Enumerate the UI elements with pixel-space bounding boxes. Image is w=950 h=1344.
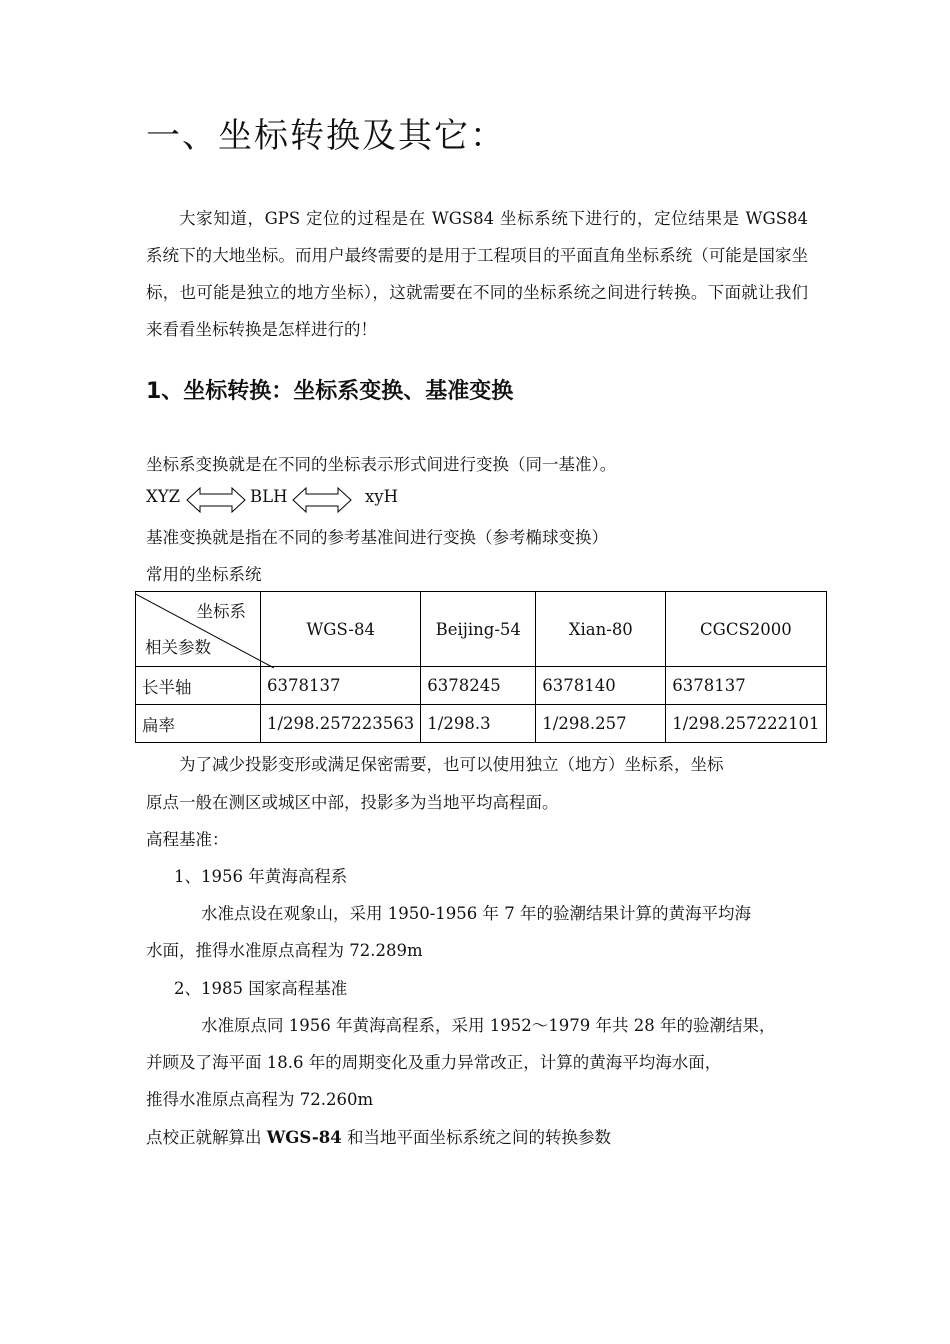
table-corner-cell xyxy=(136,592,261,667)
datum-transform-definition: 基准变换就是指在不同的参考基准间进行变换（参考椭球变换） xyxy=(146,528,608,547)
table-cell: 6378137 xyxy=(261,667,421,705)
table-header-row xyxy=(136,592,827,667)
form-xyz: XYZ xyxy=(146,487,181,506)
row-label: 长半轴 xyxy=(136,667,261,705)
coordinate-systems-table xyxy=(135,591,827,743)
section-heading: 1、坐标转换：坐标系变换、基准变换 xyxy=(146,379,514,404)
table-row xyxy=(136,705,827,743)
datum1-line-2: 水面，推得水准原点高程为 72.289m xyxy=(146,941,423,960)
table-cell: 1/298.257223563 xyxy=(261,705,421,743)
table-cell: 1/298.257 xyxy=(536,705,666,743)
table-cell: 6378245 xyxy=(421,667,536,705)
double-arrow-icon xyxy=(292,486,352,514)
form-blh: BLH xyxy=(250,487,288,506)
corner-top-label: 坐标系 xyxy=(196,602,246,621)
row-label: 扁率 xyxy=(136,705,261,743)
double-arrow-icon xyxy=(186,486,246,514)
corner-bottom-label: 相关参数 xyxy=(145,638,211,657)
coord-transform-definition: 坐标系变换就是在不同的坐标表示形式间进行变换（同一基准）。 xyxy=(146,455,617,474)
common-systems-label: 常用的坐标系统 xyxy=(146,565,262,584)
table-cell: 1/298.3 xyxy=(421,705,536,743)
datum2-line-1: 水准原点同 1956 年黄海高程系，采用 1952～1979 年共 28 年的验潮结果， xyxy=(201,1016,776,1035)
table-header: Xian-80 xyxy=(536,592,666,667)
table-cell: 1/298.257222101 xyxy=(666,705,826,743)
table-row xyxy=(136,667,827,705)
datum1-line-1: 水准点设在观象山，采用 1950-1956 年 7 年的验潮结果计算的黄海平均海 xyxy=(201,904,752,923)
page-title: 一、坐标转换及其它： xyxy=(146,116,506,156)
final-line-suffix: 和当地平面坐标系统之间的转换参数 xyxy=(341,1128,611,1147)
table-header: CGCS2000 xyxy=(666,592,826,667)
final-line-prefix: 点校正就解算出 xyxy=(146,1128,267,1147)
datum2-line-3: 推得水准原点高程为 72.260m xyxy=(146,1090,374,1109)
table-cell: 6378140 xyxy=(536,667,666,705)
datum2-title: 2、1985 国家高程基准 xyxy=(174,979,348,998)
table-cell: 6378137 xyxy=(666,667,826,705)
datum1-title: 1、1956 年黄海高程系 xyxy=(174,867,348,886)
independent-system-line-1: 为了减少投影变形或满足保密需要，也可以使用独立（地方）坐标系，坐标 xyxy=(179,755,724,774)
table-header: Beijing-54 xyxy=(421,592,536,667)
height-datum-label: 高程基准： xyxy=(146,830,229,849)
intro-paragraph: 大家知道，GPS 定位的过程是在 WGS84 坐标系统下进行的，定位结果是 WGS84 系统下的大地坐标。而用户最终需要的是用于工程项目的平面直角坐标系统（可能是国家坐标，也可能是独立的地方坐标），这就需要在不同的坐标系统之间进行转换。下面就让我们来看看坐标转换是怎样进行的！ xyxy=(146,209,808,339)
table-header: WGS-84 xyxy=(261,592,421,667)
datum2-line-2: 并顾及了海平面 18.6 年的周期变化及重力异常改正，计算的黄海平均海水面， xyxy=(146,1053,722,1072)
final-line xyxy=(146,1124,611,1148)
form-xyh: xyH xyxy=(365,487,399,506)
independent-system-line-2: 原点一般在测区或城区中部，投影多为当地平均高程面。 xyxy=(146,793,559,812)
final-line-bold: WGS-84 xyxy=(266,1128,342,1147)
